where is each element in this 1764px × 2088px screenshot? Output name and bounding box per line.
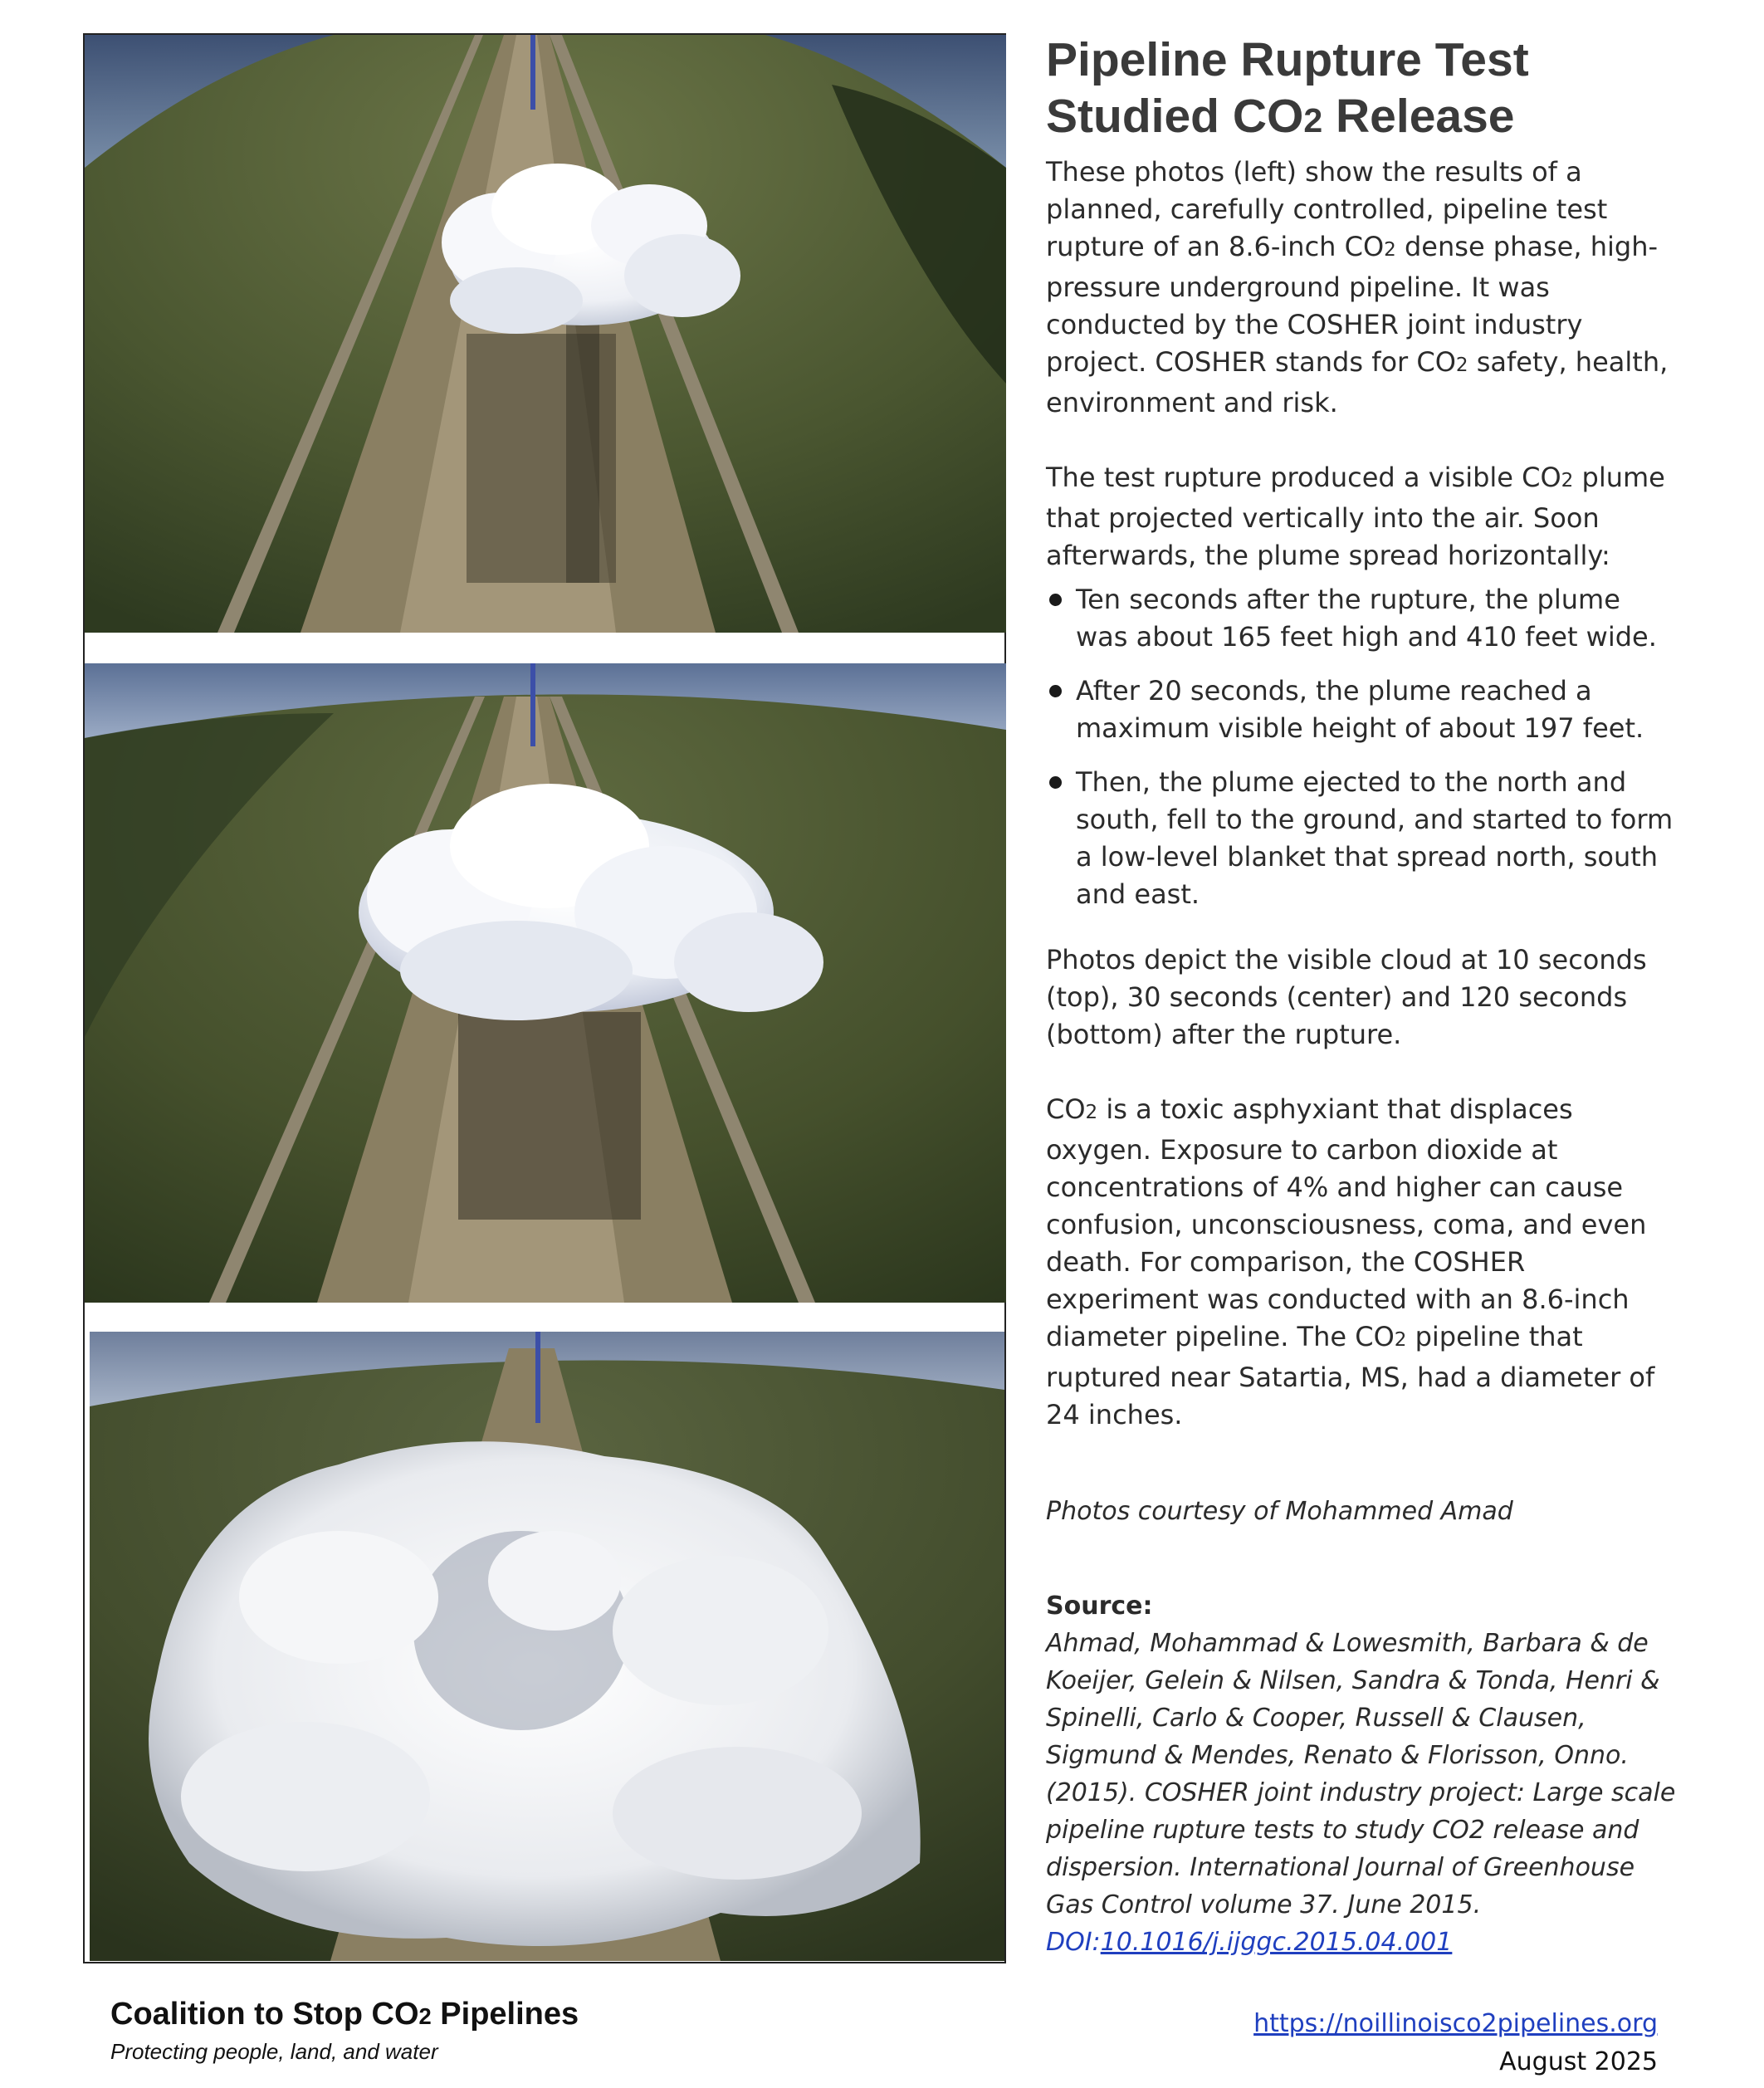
doi-link[interactable]: 10.1016/j.ijggc.2015.04.001 [1100,1928,1453,1957]
website-link[interactable]: https://noillinoisco2pipelines.org [1253,2009,1658,2038]
aerial-photo-top [85,35,1006,633]
list-item: After 20 seconds, the plume reached a maximum visible height of about 197 feet. [1046,672,1677,747]
aerial-photo-bottom [90,1332,1004,1961]
title-line-2: Studied CO [1046,90,1304,143]
photos-caption: Photos depict the visible cloud at 10 seconds (top), 30 seconds (center) and 120 seconds (bottom) after the rupture. [1046,944,1647,1050]
title-line-2-end: Release [1322,90,1515,143]
source-citation: Ahmad, Mohammad & Lowesmith, Barbara & de Koeijer, Gelein & Nilsen, Sandra & Tonda, Henri & Spinelli, Carlo & Cooper, Russell & Clausen, Sigmund & Mendes, Renato & Florisson, Onno. (2015). COSHER joint industry project: Large scale pipeline rupture tests to study CO2 release and dispersion. International Journal of Greenhouse Gas Control volume 37. June 2015. [1046,1629,1676,1919]
photo-30-seconds [85,663,1006,1303]
plume-timeline-list [1046,581,1677,913]
title-line-1: Pipeline Rupture Test [1046,33,1529,86]
photo-10-seconds [85,35,1006,633]
toxicity-paragraph: CO2 is a toxic asphyxiant that displaces oxygen. Exposure to carbon dioxide at concentrations of 4% and higher can cause confusion, unconsciousness, coma, and even death. For comparison, the COSHER experiment was conducted with an 8.6-inch diameter pipeline. The CO2 pipeline that ruptured near Satartia, MS, had a diameter of 24 inches. [1046,1093,1655,1430]
bullet-icon [1049,685,1062,697]
page-title [1046,32,1677,149]
photo-column [83,33,1006,1963]
title-subscript: 2 [1303,101,1323,139]
list-item: Then, the plume ejected to the north and south, fell to the ground, and started to form a low-level blanket that spread north, south and east. [1046,764,1677,913]
footer-website [1253,2009,1658,2038]
source-label: Source: [1046,1592,1153,1621]
doi-line: DOI:10.1016/j.ijggc.2015.04.001 [1046,1928,1453,1957]
list-item: Ten seconds after the rupture, the plume was about 165 feet high and 410 feet wide. [1046,581,1677,656]
footer-organization: Coalition to Stop CO2 Pipelines [110,1997,579,2032]
bullet-icon [1049,594,1062,606]
footer-tagline: Protecting people, land, and water [110,2039,438,2064]
bullet-icon [1049,776,1062,789]
photo-credit: Photos courtesy of Mohammed Amad [1046,1497,1513,1526]
article [1046,32,1677,1961]
photo-120-seconds [90,1332,1004,1961]
plume-paragraph: The test rupture produced a visible CO2 plume that projected vertically into the air. Soon afterwards, the plume spread horizontally: [1046,462,1665,571]
intro-paragraph: These photos (left) show the results of a planned, carefully controlled, pipeline test rupture of an 8.6-inch CO2 dense phase, high-pressure underground pipeline. It was conducted by the COSHER joint industry project. COSHER stands for CO2 safety, health, environment and risk. [1046,156,1669,418]
footer-date: August 2025 [1499,2047,1658,2076]
aerial-photo-center [85,663,1006,1303]
